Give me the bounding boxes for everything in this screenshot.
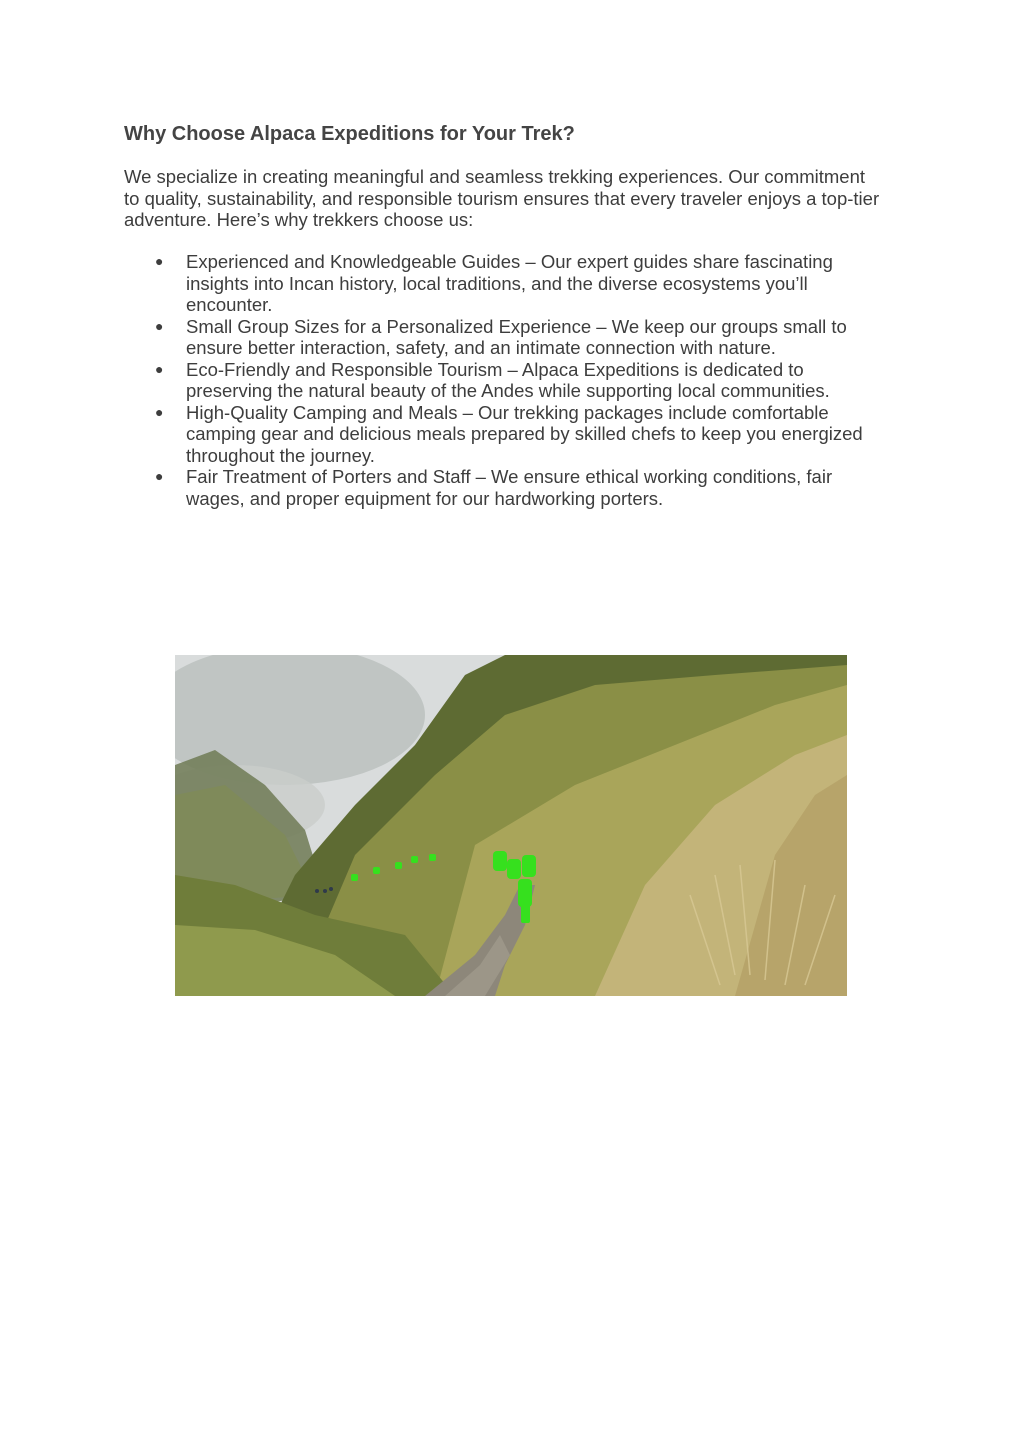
bullet-icon: ● xyxy=(155,403,164,420)
feature-text: Experienced and Knowledgeable Guides – Our expert guides share fascinating insights into Incan history, local traditions, and the diverse ecosystems you’ll encounter. xyxy=(186,251,833,315)
trail-photo xyxy=(175,655,847,996)
feature-list xyxy=(124,251,894,509)
bullet-icon: ● xyxy=(155,468,164,484)
feature-text: Eco-Friendly and Responsible Tourism – Alpaca Expeditions is dedicated to preserving the natural beauty of the Andes while supporting local communities. xyxy=(186,358,830,401)
bullet-icon: ● xyxy=(155,253,164,269)
list-item xyxy=(124,251,894,316)
section-heading: Why Choose Alpaca Expeditions for Your Trek? xyxy=(124,123,575,145)
intro-paragraph: We specialize in creating meaningful and seamless trekking experiences. Our commitment to quality, sustainability, and responsible tourism ensures that every traveler enjoys a top-tier adventure. Here’s why trekkers choose us: xyxy=(124,166,880,230)
bullet-icon: ● xyxy=(155,360,164,377)
bullet-icon: ● xyxy=(155,317,164,334)
feature-text: Fair Treatment of Porters and Staff – We ensure ethical working conditions, fair wages, and proper equipment for our hardworking porters. xyxy=(186,466,833,509)
feature-text: Small Group Sizes for a Personalized Experience – We keep our groups small to ensure better interaction, safety, and an intimate connection with nature. xyxy=(186,315,847,358)
feature-text: High-Quality Camping and Meals – Our trekking packages include comfortable camping gear and delicious meals prepared by skilled chefs to keep you energized throughout the journey. xyxy=(186,401,863,466)
list-item xyxy=(124,466,894,509)
list-item xyxy=(124,359,894,402)
list-item xyxy=(124,316,894,359)
list-item xyxy=(124,402,894,467)
trail-photo-illustration xyxy=(175,655,847,996)
